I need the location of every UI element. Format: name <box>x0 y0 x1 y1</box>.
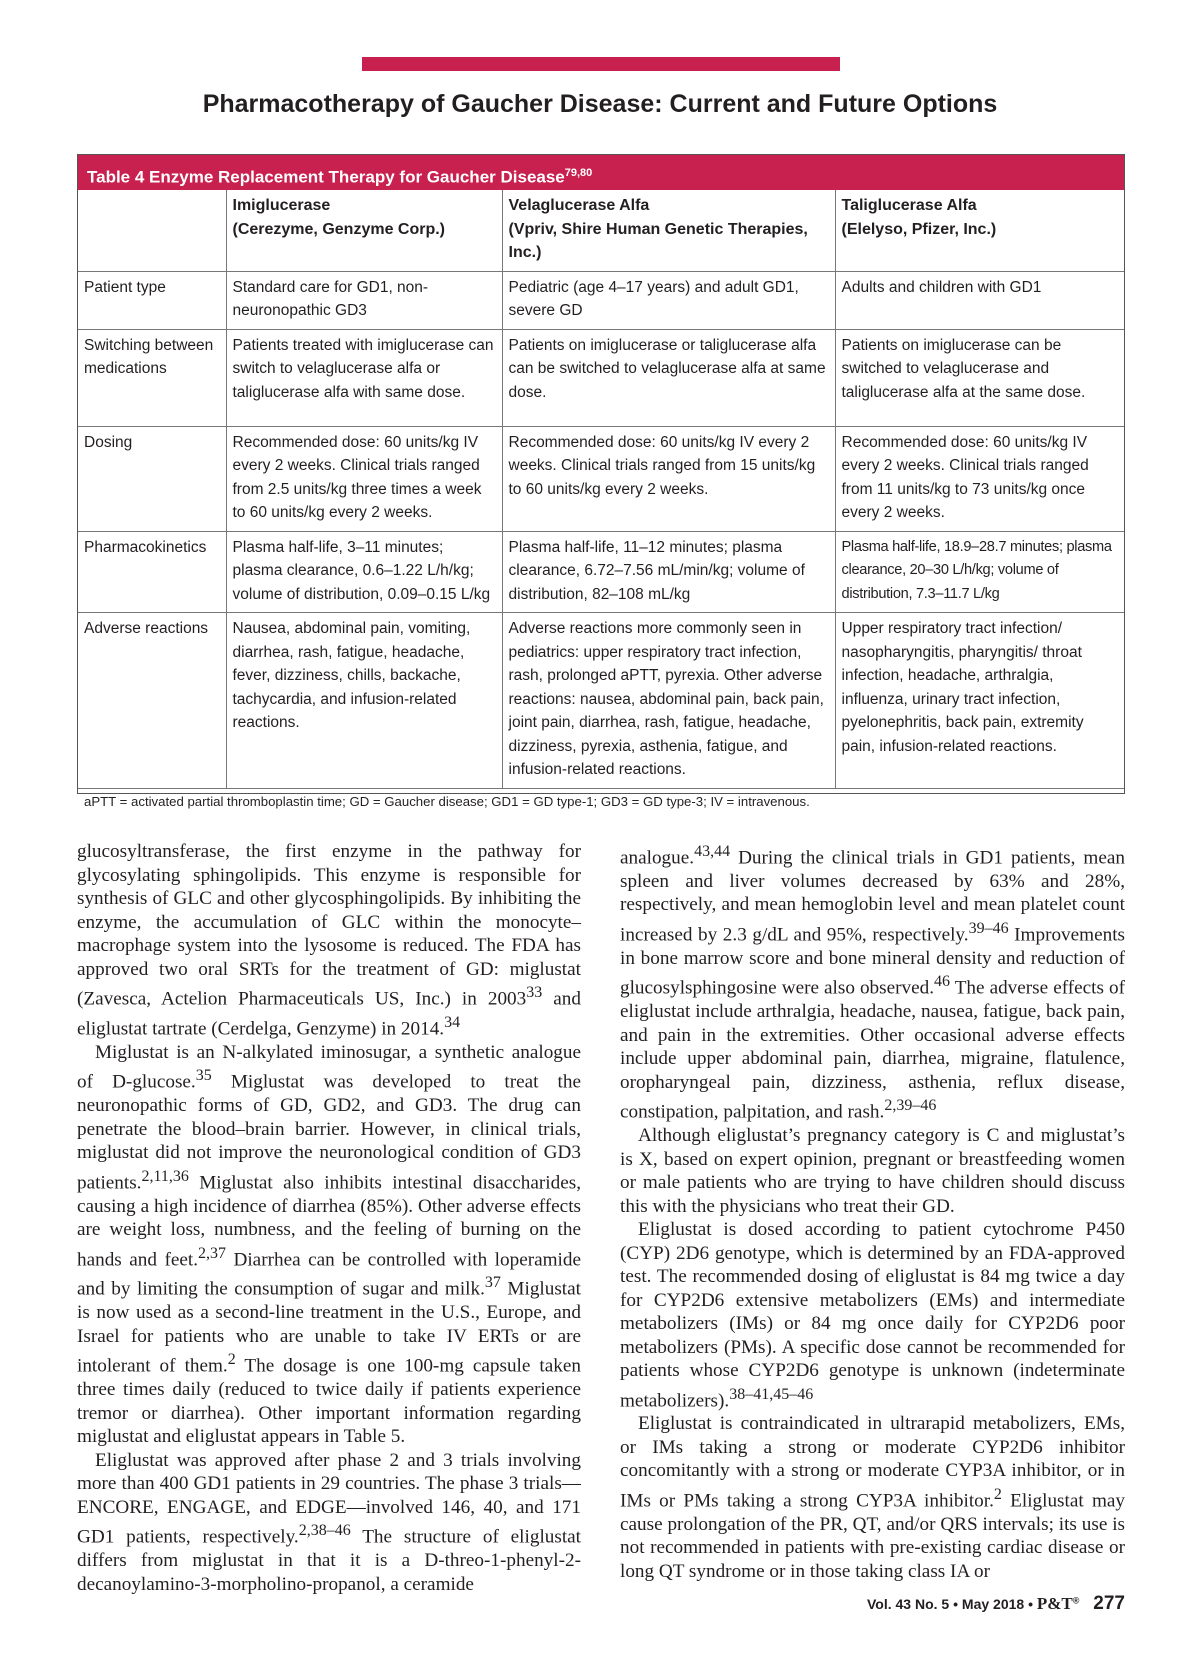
header-empty-cell <box>78 190 226 271</box>
separator: • <box>1028 1596 1033 1612</box>
page-title: Pharmacotherapy of Gaucher Disease: Current and Future Options <box>202 90 998 118</box>
separator: • <box>953 1596 959 1612</box>
table-cell: Plasma half-life, 3–11 minutes; plasma clearance, 0.6–1.22 L/h/kg; volume of distribution, 0.09–0.15 L/kg <box>226 531 502 613</box>
table-cell: Recommended dose: 60 units/kg IV every 2 weeks. Clinical trials ranged from 15 units/kg to 60 units/kg every 2 weeks. <box>502 426 835 531</box>
page-footer <box>867 1593 1125 1615</box>
header-velaglucerase: Velaglucerase Alfa (Vpriv, Shire Human Genetic Therapies, Inc.) <box>502 190 835 271</box>
table-header-row <box>78 190 1124 271</box>
issue-info: Vol. 43 No. 5 <box>867 1596 950 1612</box>
table-cell: Pediatric (age 4–17 years) and adult GD1, severe GD <box>502 271 835 329</box>
table-cell: Adults and children with GD1 <box>835 271 1124 329</box>
table-row <box>78 426 1124 531</box>
table-title-text: Table 4 Enzyme Replacement Therapy for Gaucher Disease <box>87 167 565 187</box>
header-accent-bar <box>362 57 840 71</box>
table-title <box>78 155 1124 190</box>
issue-date: May 2018 <box>961 1596 1025 1612</box>
therapy-table <box>78 190 1124 789</box>
paragraph: Eliglustat is dosed according to patient cytochrome P450 (CYP) 2D6 genotype, which is determined by an FDA-approved test. The recommended dosing of eliglustat is 84 mg twice a day for CYP2D6 extensive metabolizers (EMs) and intermediate metabolizers (IMs) or 84 mg once daily for CYP2D6 poor metabolizers (PMs). A specific dose cannot be recommended for patients whose CYP2D6 genotype is unknown (indeterminate metabolizers).$^{38-41,45-46}$ <box>620 1219 1125 1411</box>
table-cell: Recommended dose: 60 units/kg IV every 2 weeks. Clinical trials ranged from 2.5 units/kg three times a week to 60 units/kg every 2 weeks. <box>226 426 502 531</box>
paragraph: Although eliglustat’s pregnancy category is C and miglustat’s is X, based on expert opinion, pregnant or breastfeeding women or male patients who are trying to have children should discuss this with the physicians who treat their GD. <box>620 1125 1125 1217</box>
table-cell: Patients on imiglucerase can be switched to velaglucerase and taliglucerase alfa at the same dose. <box>835 329 1124 426</box>
table-cell: Nausea, abdominal pain, vomiting, diarrhea, rash, fatigue, headache, fever, dizziness, chills, backache, tachycardia, and infusion-related reactions. <box>226 613 502 789</box>
paragraph: glucosyltransferase, the first enzyme in the pathway for glycosylating sphingolipids. This enzyme is responsible for synthesis of GLC and other glycosphingolipids. By inhibiting the enzyme, the accumulation of GLC within the monocyte–macrophage system into the lysosome is reduced. The FDA has approved two oral SRTs for the treatment of GD: miglustat (Zavesca, Actelion Pharmaceuticals US, Inc.) in 2003$^{33}$ and eliglustat tartrate (Cerdelga, Genzyme) in 2014.34 <box>77 841 581 1040</box>
paragraph: Miglustat is an N-alkylated iminosugar, a synthetic analogue of D-glucose.$^{35}$ Miglustat was developed to treat the neuronopathic forms of GD, GD2, and GD3. The drug can penetrate the blood–brain barrier. However, in clinical trials, miglustat did not improve the neuronological condition of GD3 patients.$^{2,11,36}$ Miglustat also inhibits intestinal disaccharides, causing a high incidence of diarrhea (85%). Other adverse effects are weight loss, numbness, and the feeling of burning on the hands and feet.$^{2,37}$ Diarrhea can be controlled with loperamide and by limiting the consumption of sugar and milk.$^{37}$ Miglustat is now used as a second-line treatment in the U.S., Europe, and Israel for patients who are unable to take IV ERTs or are intolerant of them.$^2$ The dosage is one 100-mg capsule taken three times daily (reduced to twice daily if patients experience tremor or diarrhea). Other important information regarding miglustat and eliglustat appears in Table 5. <box>77 1041 581 1448</box>
table-cell: Adverse reactions more commonly seen in pediatrics: upper respiratory tract infection, rash, prolonged aPTT, pyrexia. Other adverse reactions: nausea, abdominal pain, back pain, joint pain, diarrhea, rash, fatigue, headache, dizziness, pyrexia, asthenia, fatigue, and infusion-related reactions. <box>502 613 835 789</box>
table-cell: Upper respiratory tract infection/ nasopharyngitis, pharyngitis/ throat infection, headache, arthralgia, influenza, urinary tract infection, pyelonephritis, back pain, extremity pain, infusion-related reactions. <box>835 613 1124 789</box>
journal-name: P&T <box>1036 1594 1073 1613</box>
table-cell: Patients on imiglucerase or taliglucerase alfa can be switched to velaglucerase alfa at same dose. <box>502 329 835 426</box>
paragraph: analogue.$^{43,44}$ During the clinical trials in GD1 patients, mean spleen and liver volumes decreased by 63% and 28%, respectively, and mean hemoglobin level and mean platelet count increased by 2.3 g/dL and 95%, respectively.$^{39-46}$ Improvements in bone marrow score and bone mineral density and reduction of glucosylsphingosine were also observed.$^{46}$ The adverse effects of eliglustat include arthralgia, headache, nausea, fatigue, back pain, and pain in the extremities. Other occasional adverse effects include upper abdominal pain, diarrhea, migraine, flatulence, oropharyngeal pain, dizziness, asthenia, reflux disease, constipation, palpitation, and rash.$^{2,39-46}$ <box>620 843 1125 1123</box>
row-label: Switching between medications <box>78 329 226 426</box>
table-cell: Recommended dose: 60 units/kg IV every 2 weeks. Clinical trials ranged from 11 units/kg to 73 units/kg once every 2 weeks. <box>835 426 1124 531</box>
table-cell: Plasma half-life, 11–12 minutes; plasma clearance, 6.72–7.56 mL/min/kg; volume of distribution, 82–108 mL/kg <box>502 531 835 613</box>
table-row <box>78 329 1124 426</box>
row-label: Adverse reactions <box>78 613 226 789</box>
body-column-left <box>77 840 581 1596</box>
table-row <box>78 271 1124 329</box>
row-label: Pharmacokinetics <box>78 531 226 613</box>
paragraph: Eliglustat is contraindicated in ultrarapid metabolizers, EMs, or IMs taking a strong or moderate CYP2D6 inhibitor concomitantly with a strong or moderate CYP3A inhibitor, or in IMs or PMs taking a strong CYP3A inhibitor.$^2$ Eliglustat may cause prolongation of the PR, QT, and/or QRS intervals; its use is not recommended in patients with pre-existing cardiac disease or long QT syndrome or in those taking class IA or <box>620 1413 1125 1582</box>
table-cell: Plasma half-life, 18.9–28.7 minutes; plasma clearance, 20–30 L/h/kg; volume of distribution, 7.3–11.7 L/kg <box>835 531 1124 613</box>
row-label: Patient type <box>78 271 226 329</box>
table-footnote: aPTT = activated partial thromboplastin time; GD = Gaucher disease; GD1 = GD type-1; GD3 = GD type-3; IV = intravenous. <box>84 793 810 809</box>
table-cell: Patients treated with imiglucerase can switch to velaglucerase alfa or taliglucerase alfa with same dose. <box>226 329 502 426</box>
table-row <box>78 613 1124 789</box>
body-column-right <box>620 840 1125 1583</box>
table-title-refs: 79,80 <box>564 167 593 179</box>
registered-mark: ® <box>1072 1595 1080 1606</box>
header-imiglucerase: Imiglucerase (Cerezyme, Genzyme Corp.) <box>226 190 502 271</box>
row-label: Dosing <box>78 426 226 531</box>
page-number: 277 <box>1093 1593 1125 1614</box>
table-4 <box>77 154 1125 809</box>
header-taliglucerase: Taliglucerase Alfa (Elelyso, Pfizer, Inc.) <box>835 190 1124 271</box>
table-cell: Standard care for GD1, non-neuronopathic GD3 <box>226 271 502 329</box>
table-row <box>78 531 1124 613</box>
paragraph: Eliglustat was approved after phase 2 and 3 trials involving more than 400 GD1 patients in 29 countries. The phase 3 trials—ENCORE, ENGAGE, and EDGE—involved 146, 40, and 171 GD1 patients, respectively.$^{2,38-46}$ The structure of eliglustat differs from miglustat in that it is a D-threo-1-phenyl-2-decanoylamino-3-morpholino-propanol, a ceramide <box>77 1449 582 1595</box>
